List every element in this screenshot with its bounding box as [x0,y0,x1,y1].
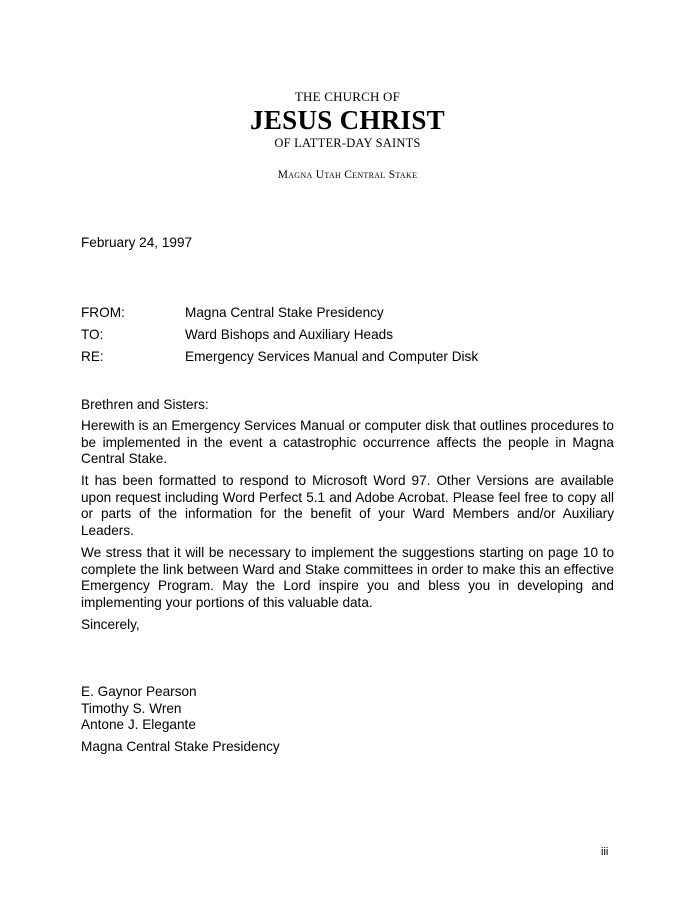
letterhead-stake: Magna Utah Central Stake [277,169,418,181]
letterhead-line-3: OF LATTER-DAY SAINTS [274,136,421,150]
signature-title: Magna Central Stake Presidency [81,739,280,754]
memo-re-value: Emergency Services Manual and Computer Disk [185,349,479,364]
letterhead-line-1: THE CHURCH OF [294,89,401,104]
memo-re-label: RE: [81,349,104,364]
memo-to-value: Ward Bishops and Auxiliary Heads [185,327,394,342]
greeting: Brethren and Sisters: [81,397,209,412]
memo-from-value: Magna Central Stake Presidency [185,305,384,320]
body-paragraph-3: We stress that it will be necessary to implement the suggestions starting on page 10 to complete the link between Ward and Stake committees in order to make this an effective Emergency Program. May the Lord inspire you and bless you in developing and implementing your portions of this valuable data. [81,545,614,610]
letter-date: February 24, 1997 [81,235,193,250]
body-paragraph-2: It has been formatted to respond to Microsoft Word 97. Other Versions are available upon request including Word Perfect 5.1 and Adobe Acrobat. Please feel free to copy all or parts of the information for the benefit of your Ward Members and/or Auxiliary Leaders. [81,473,614,538]
body-paragraph-1: Herewith is an Emergency Services Manual or computer disk that outlines procedures to be implemented in the event a catastrophic occurrence affects the people in Magna Central Stake. [81,418,614,466]
page-number: iii [601,846,609,858]
signatory-name: Antone J. Elegante [81,717,196,732]
signatory-list [81,684,197,734]
memo-to-label: TO: [81,327,104,342]
signatory-name: Timothy S. Wren [81,700,182,716]
memo-from-label: FROM: [81,305,125,320]
letterhead-church-name: JESUS CHRIST [250,105,445,135]
signatory-name: E. Gaynor Pearson [81,684,197,699]
closing: Sincerely, [81,617,140,632]
